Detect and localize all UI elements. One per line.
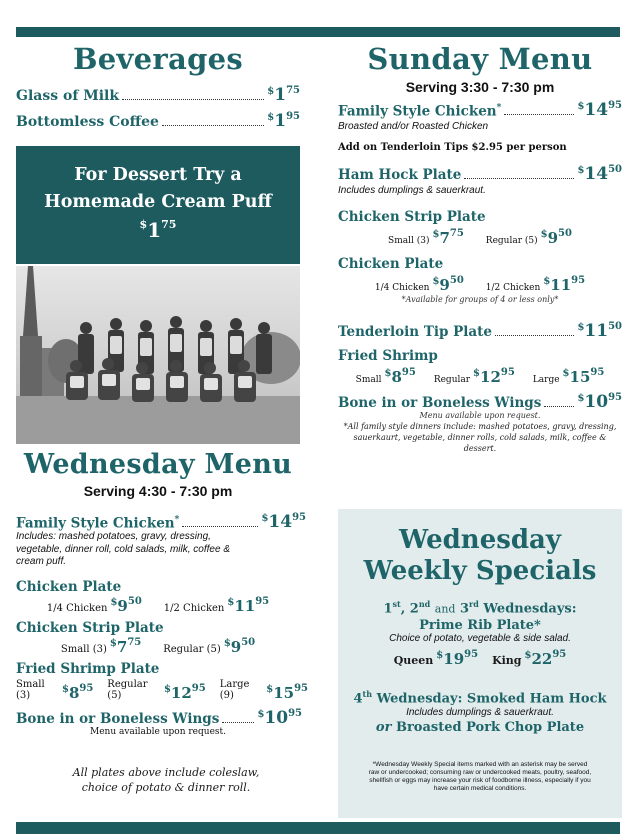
sunday-chicken-plate-sizes	[338, 276, 622, 293]
item-name: Chicken Plate	[338, 256, 444, 272]
prime-rib-sizes	[338, 650, 622, 667]
menu-item-sunday-chicken-strip-plate	[338, 209, 622, 225]
size-option: Regular (5) $^{\$}12^{95}$	[107, 678, 206, 702]
leader-dots	[162, 125, 264, 126]
prime-rib-plate: Prime Rib Plate*	[419, 618, 541, 634]
sunday-menu-title: Sunday Menu	[367, 42, 593, 76]
item-name: Family Style Chicken*	[338, 102, 502, 119]
item-name: Ham Hock Plate	[338, 166, 462, 183]
sunday-wings-note: Menu available upon request.	[419, 411, 541, 420]
size-option: Large (9) $^{\$}15^{95}$	[219, 678, 309, 702]
leader-dots	[504, 114, 574, 115]
size-option: 1/2 Chicken $^{\$}11^{95}$	[163, 595, 270, 615]
pork-chop-special: or Broasted Pork Chop Plate	[375, 719, 585, 735]
ham-hock-special-description: Includes dumplings & sauerkraut.	[406, 706, 554, 718]
bottom-bar	[16, 822, 620, 834]
menu-item-chicken-strip-plate	[16, 620, 308, 636]
beverages-section	[16, 42, 308, 130]
item-name: Fried Shrimp Plate	[16, 660, 160, 677]
vintage-team-photo	[16, 266, 300, 444]
item-name: Bone in or Boneless Wings	[338, 395, 542, 411]
wings-note: Menu available upon request.	[89, 726, 226, 737]
team-photo-illustration	[16, 266, 300, 444]
strip-plate-sizes	[16, 638, 300, 655]
wednesday-footer-note	[16, 765, 316, 795]
sunday-shrimp-sizes	[338, 368, 622, 385]
footer-line-2: choice of potato & dinner roll.	[81, 780, 251, 794]
menu-item-coffee	[16, 112, 300, 130]
chicken-plate-availability-note: *Available for groups of 4 or less only*	[401, 295, 559, 304]
menu-item-chicken-plate	[16, 579, 308, 595]
item-name: Fried Shrimp	[338, 348, 438, 364]
size-option: Large $^{\$}15^{95}$	[532, 367, 605, 386]
item-price: $^{\$}14^{95}$	[261, 512, 306, 532]
sunday-strip-plate-sizes	[338, 229, 622, 246]
menu-item-sunday-wings	[338, 393, 622, 411]
menu-item-family-style-chicken	[16, 513, 306, 531]
item-price: $^{\$}1^{75}$	[267, 85, 300, 105]
dessert-line-2: Homemade Cream Puff	[44, 192, 272, 212]
size-option-queen: Queen $^{\$}19^{95}$	[393, 649, 479, 669]
item-name: Tenderloin Tip Plate	[338, 324, 492, 340]
sunday-menu-section	[338, 42, 622, 454]
menu-item-fried-shrimp	[338, 348, 622, 364]
item-price: $^{\$}14^{50}$	[577, 163, 622, 184]
footer-line-1: All plates above include coleslaw,	[72, 765, 260, 779]
fourth-wednesday-special: 4th Wednesday: Smoked Ham Hock	[353, 689, 607, 707]
item-name: Bone in or Boneless Wings	[16, 710, 220, 727]
item-price: $^{\$}14^{95}$	[577, 100, 622, 120]
dessert-promo-box	[16, 146, 300, 264]
specials-footnote: *Wednesday Weekly Special items marked with an asterisk may be served raw or undercooked; consuming raw or undercooked meats, poultry, seafood, shellfish or eggs may increase your risk of foodborne illness, especially if you have certain medical conditions.	[368, 760, 592, 792]
sunday-family-description: Broasted and/or Roasted Chicken	[338, 121, 489, 132]
prime-rib-description: Choice of potato, vegetable & side salad.	[389, 633, 571, 645]
item-name: Chicken Plate	[16, 578, 122, 595]
size-option: Small (3) $^{\$}7^{75}$	[388, 228, 464, 247]
leader-dots	[222, 722, 254, 723]
size-option: Small (3) $^{\$}7^{75}$	[60, 636, 142, 656]
item-price: $^{\$}10^{95}$	[257, 707, 302, 728]
shrimp-plate-sizes	[16, 679, 308, 701]
tenderloin-addon: Add on Tenderloin Tips $2.95 per person	[338, 141, 567, 153]
size-option: Small $^{\$}8^{95}$	[355, 367, 416, 386]
family-style-includes-note: *All family style dinners include: mashed potatoes, gravy, dressing, sauerkaurt, vegetable, dinner rolls, cold salads, milk, coffee & dessert.	[343, 422, 617, 453]
menu-item-wings	[16, 709, 302, 727]
item-price: $^{\$}11^{50}$	[577, 321, 622, 341]
size-option: Regular (5) $^{\$}9^{50}$	[163, 636, 256, 656]
menu-item-sunday-family-style-chicken	[338, 101, 622, 119]
item-name: Glass of Milk	[16, 88, 120, 104]
leader-dots	[122, 99, 264, 100]
family-style-description: Includes: mashed potatoes, gravy, dressing, vegetable, dinner roll, cold salads, milk, coffee & cream puff.	[16, 531, 230, 567]
specials-title-line-1: Wednesday	[398, 525, 562, 555]
wednesday-menu-title: Wednesday Menu	[23, 449, 293, 480]
leader-dots	[182, 526, 258, 527]
item-price: $^{\$}10^{95}$	[577, 392, 622, 412]
menu-item-tenderloin-tip-plate	[338, 322, 622, 340]
menu-item-milk	[16, 86, 300, 104]
dessert-line-1: For Dessert Try a	[74, 165, 242, 185]
size-option: 1/4 Chicken $^{\$}9^{50}$	[374, 275, 464, 294]
wednesday-menu-section	[16, 449, 308, 795]
item-name: Bottomless Coffee	[16, 114, 159, 130]
menu-item-fried-shrimp-plate	[16, 661, 308, 677]
specials-weeks-label: 1st, 2nd and 3rd Wednesdays:	[383, 599, 577, 617]
size-option: 1/4 Chicken $^{\$}9^{50}$	[46, 595, 142, 615]
beverages-title: Beverages	[72, 42, 244, 76]
item-name: Family Style Chicken*	[16, 514, 180, 531]
top-bar	[16, 27, 620, 37]
size-option: 1/2 Chicken $^{\$}11^{95}$	[485, 275, 586, 294]
leader-dots	[544, 406, 574, 407]
wednesday-serving-hours: Serving 4:30 - 7:30 pm	[83, 483, 233, 499]
size-option: Small (3) $^{\$}8^{95}$	[16, 678, 94, 702]
chicken-plate-sizes	[16, 597, 300, 614]
item-name: Chicken Strip Plate	[16, 619, 164, 636]
dessert-price: $^{\$}1^{75}$	[139, 218, 177, 242]
size-option-king: King $^{\$}22^{95}$	[492, 649, 567, 669]
menu-item-sunday-chicken-plate	[338, 256, 622, 272]
sunday-serving-hours: Serving 3:30 - 7:30 pm	[405, 79, 555, 95]
specials-title-line-2: Weekly Specials	[363, 556, 597, 586]
ham-hock-description: Includes dumplings & sauerkraut.	[338, 184, 486, 196]
item-name: Chicken Strip Plate	[338, 209, 486, 225]
wednesday-weekly-specials-box	[338, 509, 622, 818]
size-option: Regular (5) $^{\$}9^{50}$	[485, 228, 572, 247]
leader-dots	[464, 178, 574, 179]
size-option: Regular $^{\$}12^{95}$	[433, 367, 515, 386]
item-price: $^{\$}1^{95}$	[267, 111, 300, 131]
menu-item-ham-hock-plate	[338, 165, 622, 183]
leader-dots	[495, 335, 574, 336]
